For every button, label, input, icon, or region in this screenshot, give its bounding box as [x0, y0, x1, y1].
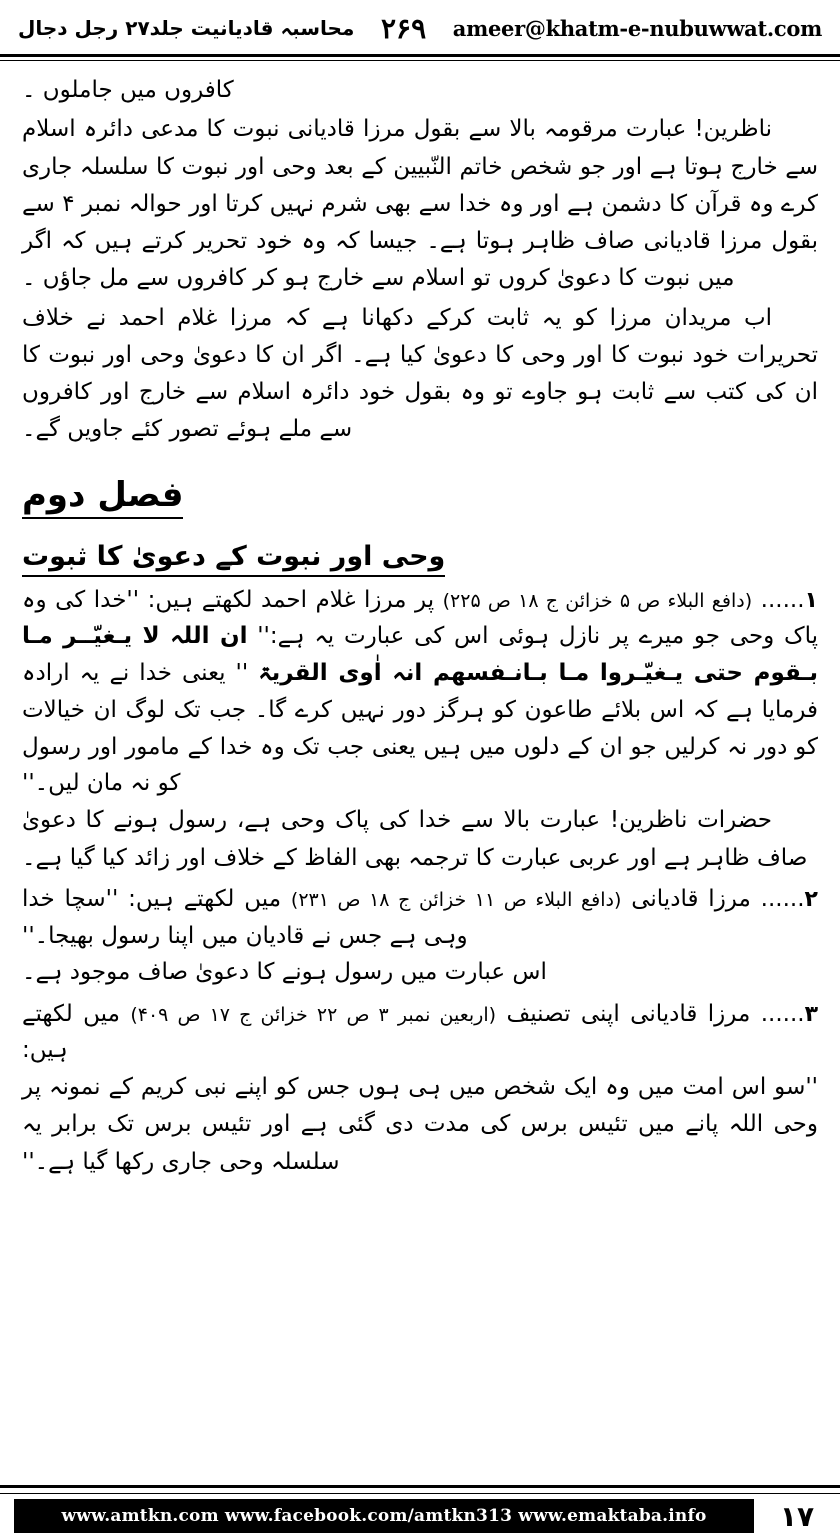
item-dots: ......	[760, 1000, 805, 1027]
item-number: ۲	[804, 886, 818, 912]
item-text-continued: '' یعنی خدا نے یہ ارادہ فرمایا ہے کہ اس بلائے طاعون کو ہرگز دور نہیں کرے گا۔ جب تک لوگ ان خیالات کو دور نہ کرلیں جو ان کے دلوں میں ہیں یعنی جب تک وہ خدا کے مامور اور رسول کو نہ مان لیں۔''	[22, 660, 818, 797]
footer-divider-thin	[0, 1493, 840, 1494]
paragraph-proof-challenge: اب مریدان مرزا کو یہ ثابت کرکے دکھانا ہے کہ مرزا غلام احمد نے خلاف تحریرات خود نبوت کا اور وحی کا دعویٰ کیا ہے۔ اگر ان کا دعویٰ وحی اور نبوت کا ان کی کتب سے ثابت ہو جاوے تو وہ بقول خود دائرہ اسلام سے خارج اور کافروں سے ملے ہوئے تصور کئے جاویں گے۔	[22, 304, 818, 443]
header-book-title: محاسبہ قادیانیت جلد۲۷ رجل دجال	[18, 16, 355, 40]
page-header	[0, 0, 840, 56]
sub-heading	[22, 541, 818, 572]
item-text: مرزا قادیانی اپنی تصنیف	[506, 1000, 751, 1027]
item-text-continued: میں لکھتے ہیں:	[22, 1000, 120, 1064]
list-item	[22, 582, 818, 803]
paragraph-commentary-one: حضرات ناظرین! عبارت بالا سے خدا کی پاک وحی ہے، رسول ہونے کا دعویٰ صاف ظاہر ہے اور عربی عبارت کا ترجمہ بھی الفاظ کے خلاف اور زائد کیا گیا ہے۔	[22, 807, 808, 871]
paragraph-commentary-two: اس عبارت میں رسول ہونے کا دعویٰ صاف موجود ہے۔	[22, 959, 547, 986]
item-text-continued: میں لکھتے ہیں: ''سچا خدا وہی ہے جس نے قادیان میں اپنا رسول بھیجا۔''	[22, 885, 468, 949]
header-email: ameer@khatm-e-nubuwwat.com	[452, 15, 822, 41]
footer-links: www.amtkn.com www.facebook.com/amtkn313 www.emaktaba.info	[14, 1499, 754, 1533]
page-footer	[0, 1496, 840, 1536]
header-page-number: ۲۶۹	[380, 11, 427, 45]
item-reference: (دافع البلاء ص ۵ خزائن ج ۱۸ ص ۲۲۵)	[442, 589, 753, 612]
paragraph-continuation: کافروں میں جاملوں ۔	[22, 77, 234, 103]
footer-page-number: ۱۷	[779, 1499, 815, 1533]
item-arabic-quote: ان اللہ لا یـغیّــر مـا بـقوم حتی یـغیّـروا مـا بـانـفسھم انہ اٰوی القریۃ	[22, 623, 818, 687]
item-text: مرزا قادیانی	[631, 885, 751, 912]
item-number: ۱	[804, 587, 818, 613]
item-number: ۳	[804, 1001, 819, 1027]
header-divider-thick	[0, 54, 840, 57]
item-dots: ......	[760, 885, 805, 912]
paragraph-readers-note: ناظرین! عبارت مرقومہ بالا سے بقول مرزا قادیانی نبوت کا مدعی دائرہ اسلام سے خارج ہوتا ہے اور جو شخص خاتم النّبیین کے بعد وحی اور نبوت کا سلسلہ جاری کرے وہ قرآن کا دشمن ہے اور وہ خدا سے بھی شرم نہیں کرتا اور حوالہ نمبر ۴ سے بقول مرزا قادیانی صاف ظاہر ہوتا ہے۔ جیسا کہ وہ خود تحریر کرتے ہیں کہ اگر میں نبوت کا دعویٰ کروں تو اسلام سے خارج ہو کر کافروں سے مل جاؤں ۔	[22, 116, 818, 292]
sub-heading-text: وحی اور نبوت کے دعویٰ کا ثبوت	[22, 541, 445, 577]
item-text: پر مرزا غلام احمد لکھتے ہیں: ''خدا کی وہ پاک وحی جو میرے پر نازل ہوئی اس کی عبارت یہ ہے:''	[22, 586, 819, 650]
item-reference: (دافع البلاء ص ۱۱ خزائن ج ۱۸ ص ۲۳۱)	[290, 888, 622, 911]
section-heading	[22, 475, 818, 515]
section-heading-text: فصل دوم	[22, 475, 183, 519]
list-item	[22, 996, 818, 1070]
footer-divider-thick	[0, 1485, 840, 1488]
paragraph-quote-three: ''سو اس امت میں وہ ایک شخص میں ہی ہوں جس کو اپنے نبی کریم کے نمونہ پر وحی اللہ پانے میں تئیس برس کی مدت دی گئی ہے اور تئیس برس تک برابر یہ سلسلہ وحی جاری رکھا گیا ہے۔''	[22, 1074, 818, 1175]
list-item	[22, 881, 818, 955]
page-content	[22, 72, 818, 1183]
item-dots: ......	[760, 586, 805, 613]
item-reference: (اربعین نمبر ۳ ص ۲۲ خزائن ج ۱۷ ص ۴۰۹)	[130, 1003, 497, 1026]
header-divider-thin	[0, 60, 840, 61]
